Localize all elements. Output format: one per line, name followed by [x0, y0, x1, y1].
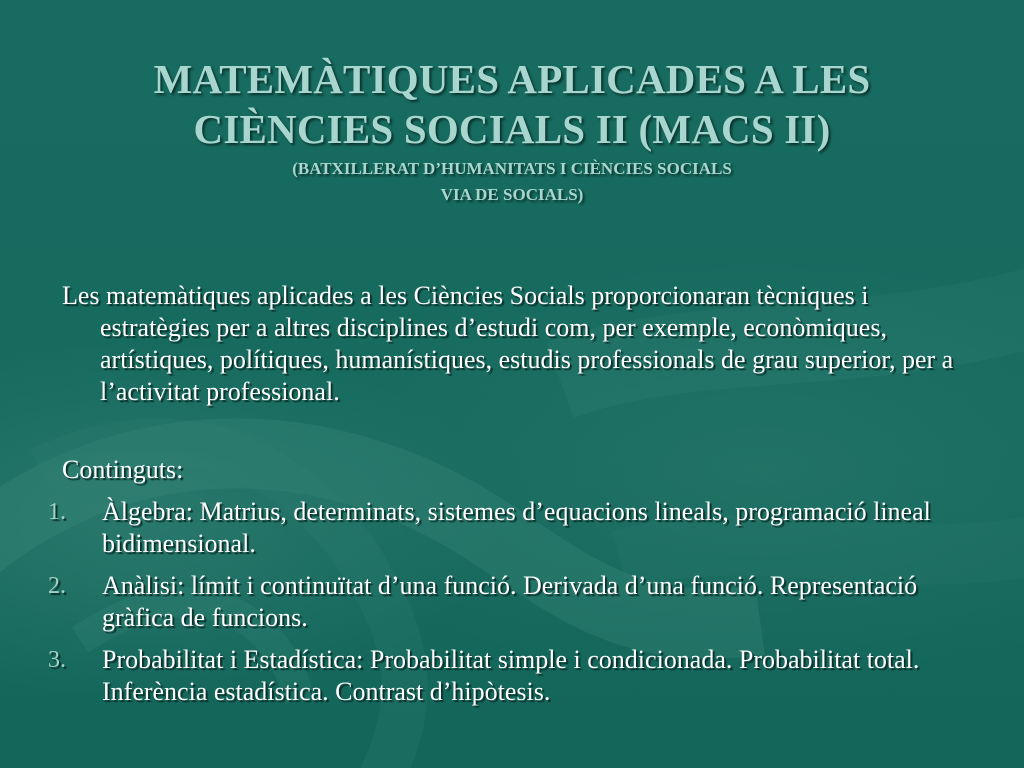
title-line-2: CIÈNCIES SOCIALS II (MACS II): [193, 106, 831, 152]
topic-text: Anàlisi: límit i continuïtat d’una funció. Derivada d’una funció. Representació gràfica de funcions.: [102, 571, 918, 632]
contents-heading: Continguts:: [62, 455, 184, 484]
subtitle-line-2: VIA DE SOCIALS): [440, 185, 584, 204]
topic-item: [48, 570, 962, 634]
body-content: [48, 280, 962, 718]
topic-number: 1.: [48, 499, 66, 525]
topic-number: 3.: [48, 647, 66, 673]
topic-item: [48, 496, 962, 560]
title-block: [40, 54, 984, 208]
title-line-1: MATEMÀTIQUES APLICADES A LES: [153, 56, 871, 102]
topics-list: [48, 496, 962, 708]
subtitle-line-1: (BATXILLERAT D’HUMANITATS I CIÈNCIES SOCIALS: [292, 159, 732, 178]
topic-item: [48, 644, 962, 708]
topic-number: 2.: [48, 573, 66, 599]
intro-paragraph: Les matemàtiques aplicades a les Ciències Socials proporcionaran tècniques i estratègies per a altres disciplines d’estudi com, per exemple, econòmiques, artístiques, polítiques, humanístiques, estudis professionals de grau superior, per a l’activitat professional.: [62, 281, 954, 406]
topic-text: Àlgebra: Matrius, determinats, sistemes d’equacions lineals, programació lineal bidimensional.: [102, 497, 931, 558]
topic-text: Probabilitat i Estadística: Probabilitat simple i condicionada. Probabilitat total. Inferència estadística. Contrast d’hipòtesis.: [102, 645, 920, 706]
